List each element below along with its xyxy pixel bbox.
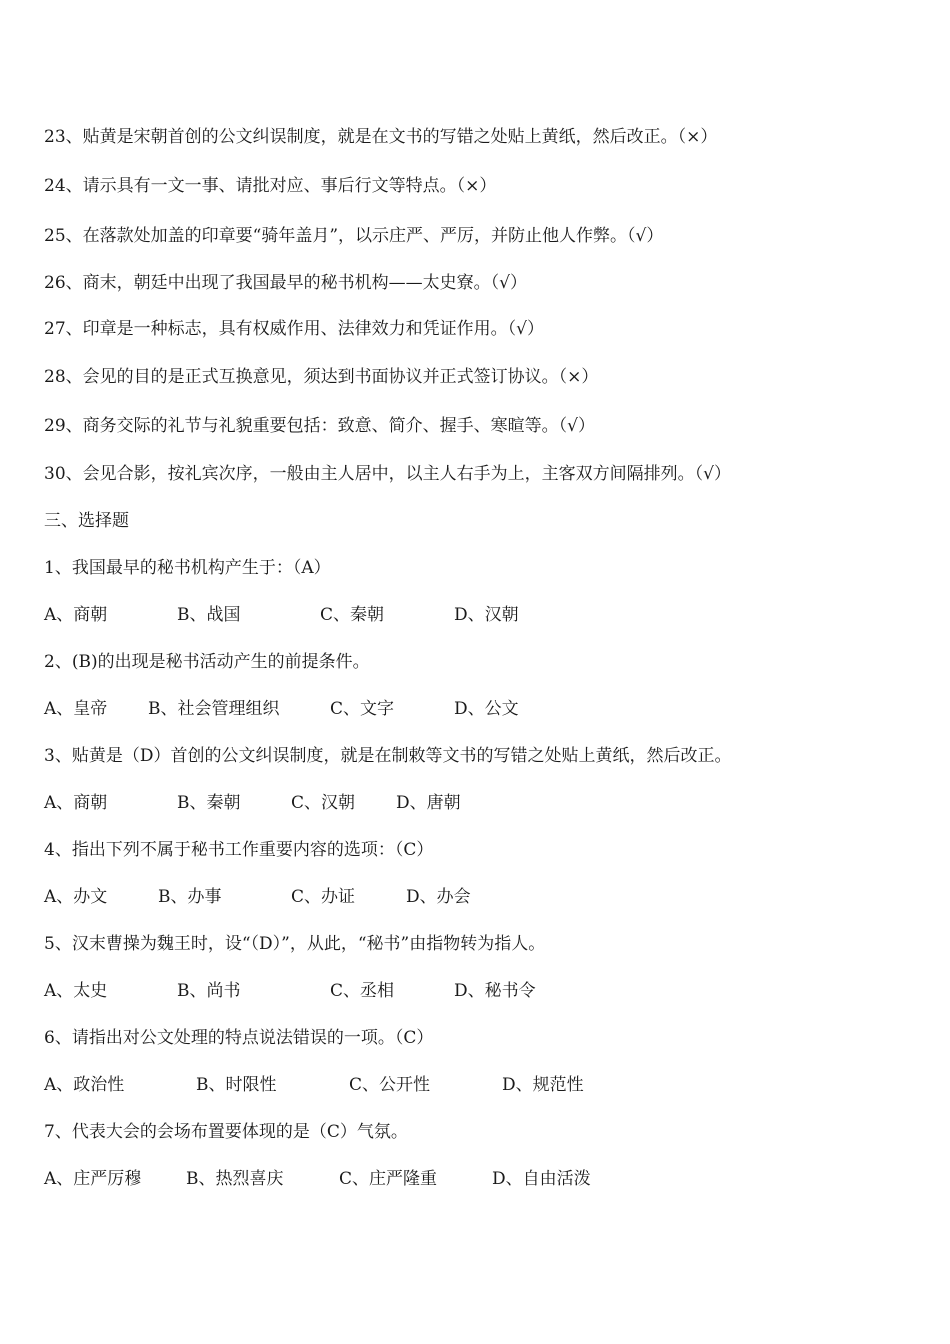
option-d: D、公文 [454, 699, 519, 719]
option-b: B、热烈喜庆 [186, 1169, 284, 1189]
option-d: D、秘书令 [454, 981, 536, 1001]
option-a: A、办文 [44, 887, 108, 907]
option-c: C、庄严隆重 [339, 1169, 438, 1189]
question-stem: 5、汉末曹操为魏王时，设“（D）”，从此，“秘书”由指物转为指人。 [44, 934, 546, 954]
option-a: A、太史 [44, 981, 108, 1001]
judgement-item-28: 28、会见的目的是正式互换意见，须达到书面协议并正式签订协议。（×） [44, 367, 599, 387]
question-stem: 7、代表大会的会场布置要体现的是（C）气氛。 [44, 1122, 408, 1142]
option-d: D、规范性 [502, 1075, 584, 1095]
judgement-item-24: 24、请示具有一文一事、请批对应、事后行文等特点。（×） [44, 176, 497, 196]
question-stem: 1、我国最早的秘书机构产生于：（A） [44, 558, 331, 578]
section-title: 三、选择题 [44, 511, 129, 531]
option-d: D、办会 [406, 887, 471, 907]
question-stem: 4、指出下列不属于秘书工作重要内容的选项：（C） [44, 840, 434, 860]
option-c: C、汉朝 [291, 793, 356, 813]
option-c: C、丞相 [330, 981, 395, 1001]
option-a: A、庄严厉穆 [44, 1169, 142, 1189]
question-stem: 2、(B)的出现是秘书活动产生的前提条件。 [44, 652, 370, 672]
option-b: B、战国 [177, 605, 241, 625]
option-d: D、唐朝 [396, 793, 461, 813]
option-b: B、秦朝 [177, 793, 241, 813]
option-b: B、办事 [158, 887, 222, 907]
option-d: D、汉朝 [454, 605, 519, 625]
judgement-item-27: 27、印章是一种标志，具有权威作用、法律效力和凭证作用。（√） [44, 319, 544, 339]
option-b: B、社会管理组织 [148, 699, 280, 719]
question-stem: 3、贴黄是（D）首创的公文纠误制度，就是在制敕等文书的写错之处贴上黄纸，然后改正。 [44, 746, 732, 766]
judgement-item-25: 25、在落款处加盖的印章要“骑年盖月”，以示庄严、严厉，并防止他人作弊。（√） [44, 226, 664, 246]
option-a: A、商朝 [44, 793, 108, 813]
option-c: C、秦朝 [320, 605, 385, 625]
judgement-item-23: 23、贴黄是宋朝首创的公文纠误制度，就是在文书的写错之处贴上黄纸，然后改正。（×） [44, 127, 718, 147]
option-c: C、公开性 [349, 1075, 431, 1095]
judgement-item-26: 26、商末，朝廷中出现了我国最早的秘书机构——太史寮。（√） [44, 273, 527, 293]
option-c: C、办证 [291, 887, 356, 907]
option-c: C、文字 [330, 699, 395, 719]
judgement-item-29: 29、商务交际的礼节与礼貌重要包括：致意、简介、握手、寒暄等。（√） [44, 416, 595, 436]
option-d: D、自由活泼 [492, 1169, 591, 1189]
option-a: A、皇帝 [44, 699, 108, 719]
option-a: A、政治性 [44, 1075, 125, 1095]
option-b: B、尚书 [177, 981, 241, 1001]
judgement-item-30: 30、会见合影，按礼宾次序，一般由主人居中，以主人右手为上，主客双方间隔排列。（√） [44, 464, 731, 484]
option-a: A、商朝 [44, 605, 108, 625]
option-b: B、时限性 [196, 1075, 277, 1095]
question-stem: 6、请指出对公文处理的特点说法错误的一项。（C） [44, 1028, 434, 1048]
